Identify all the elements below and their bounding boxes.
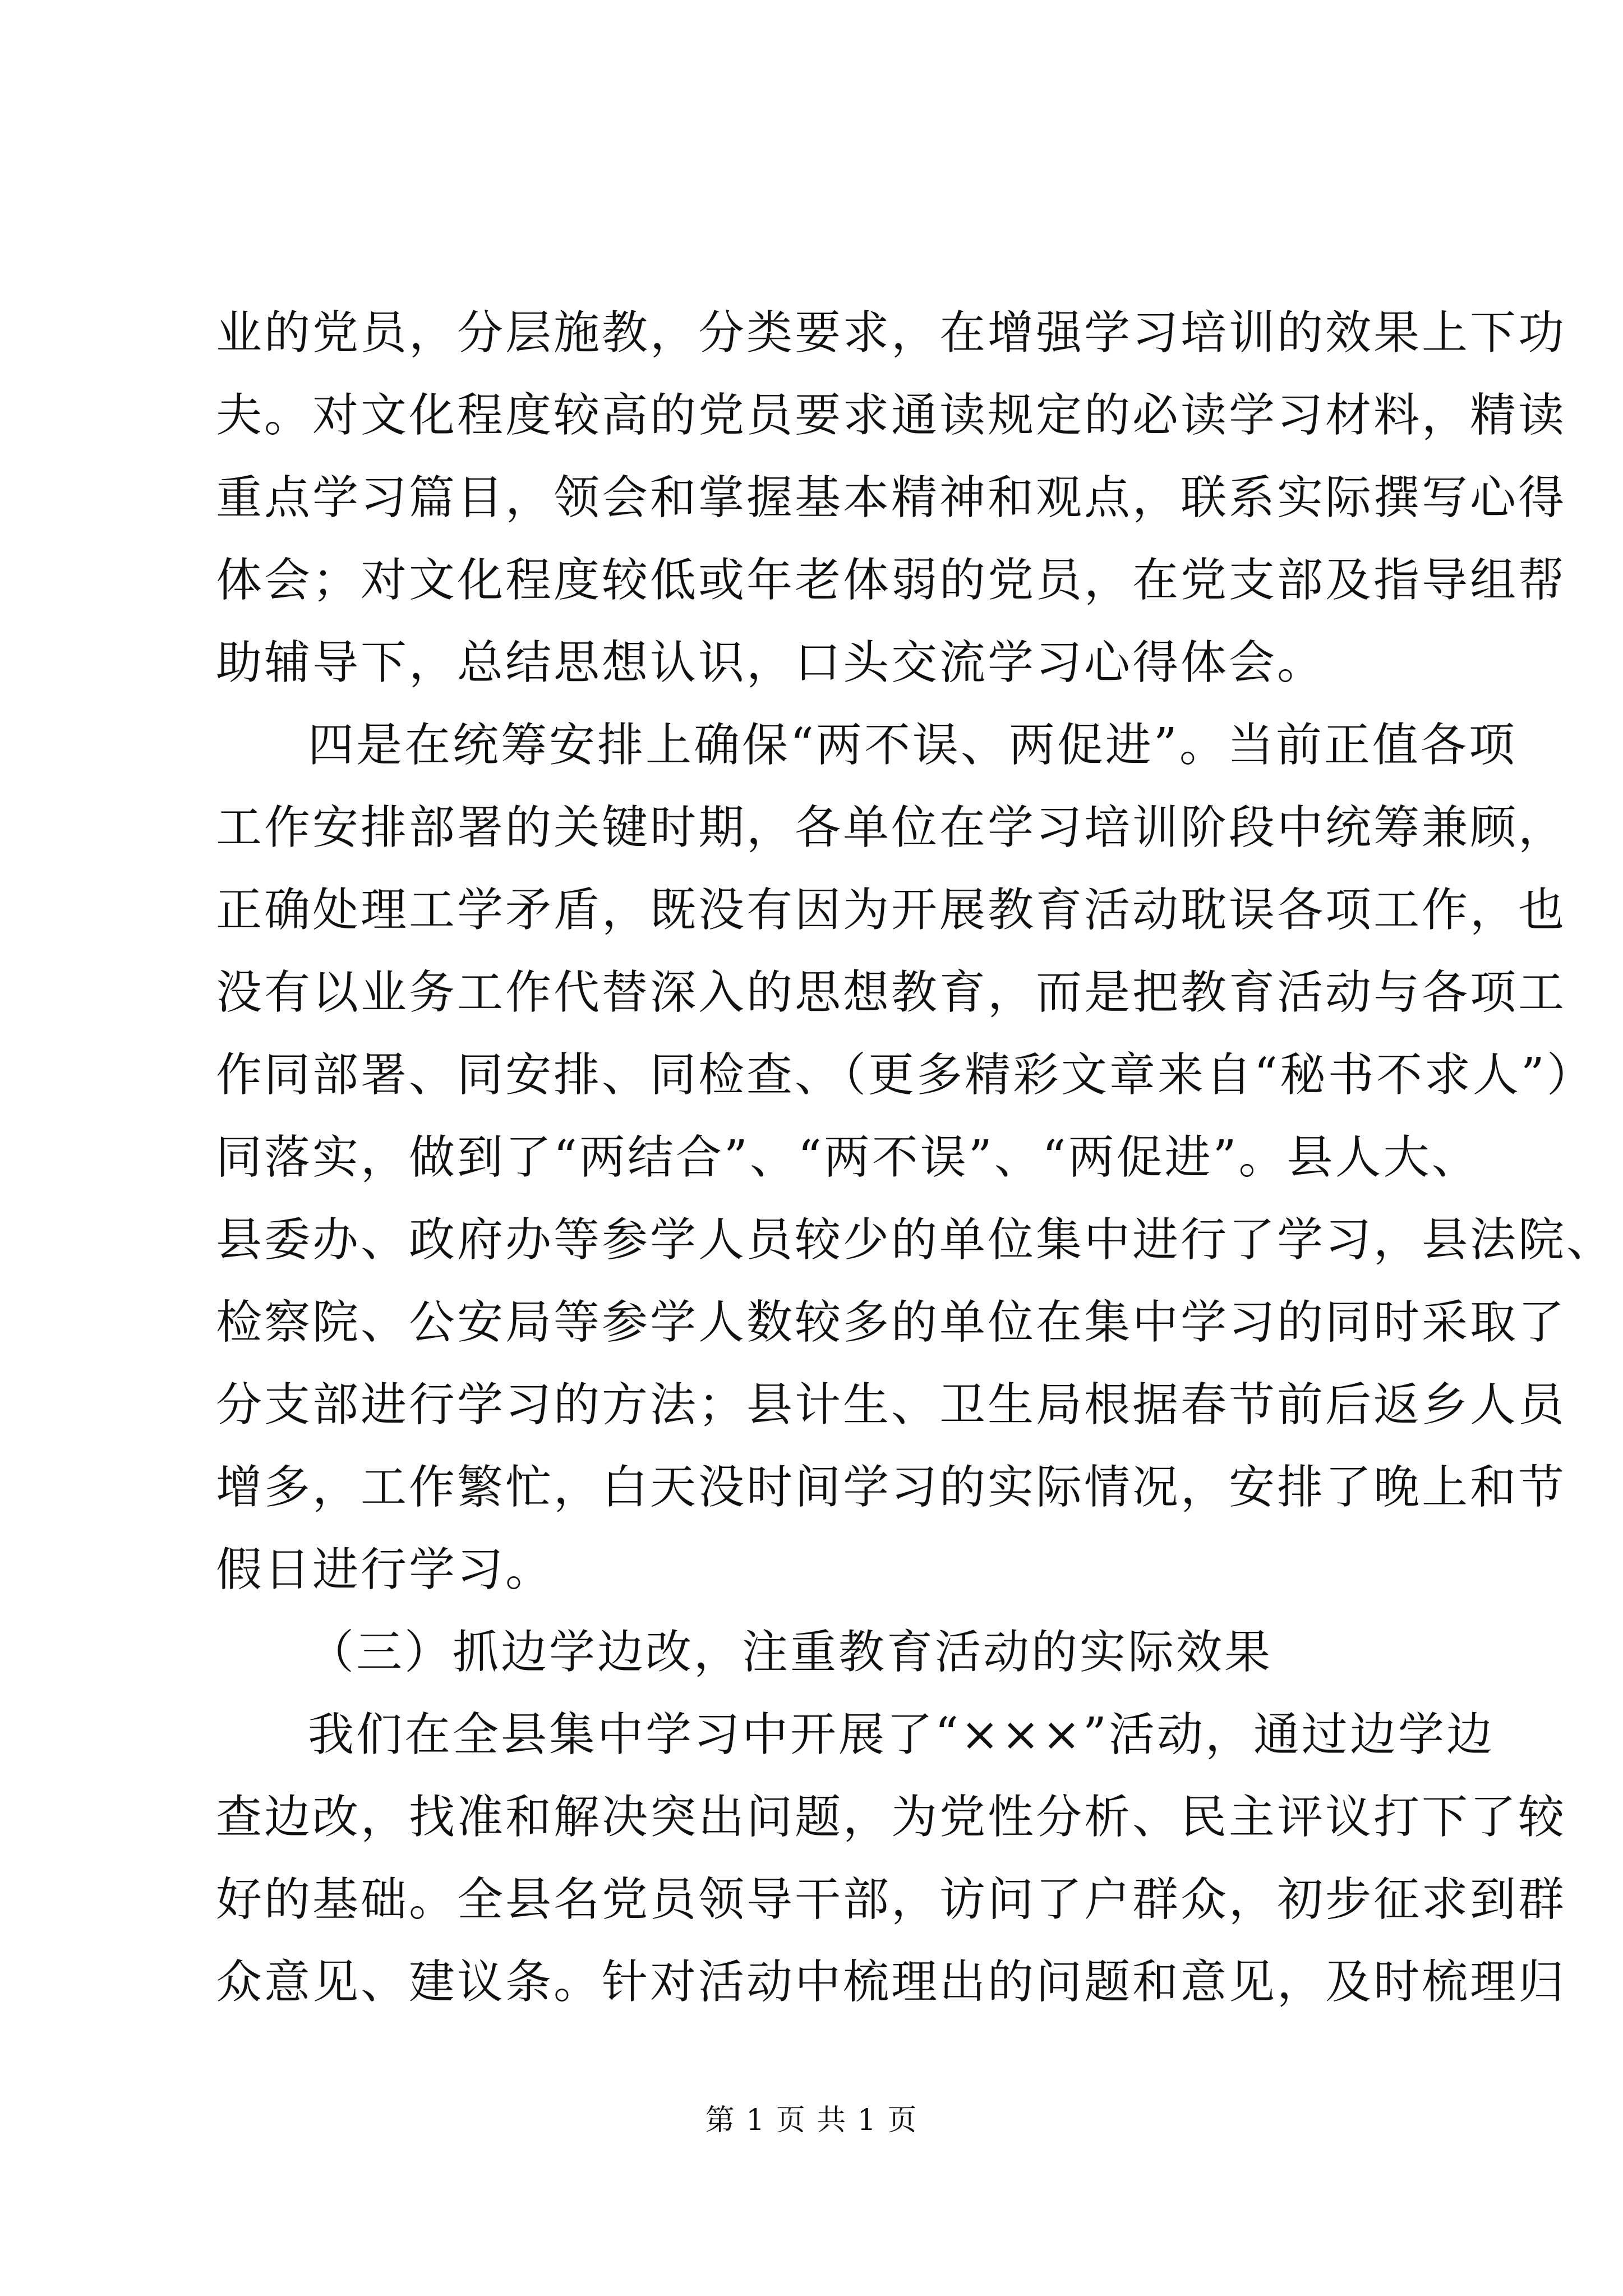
text-line: 正确处理工学矛盾，既没有因为开展教育活动耽误各项工作，也 bbox=[216, 884, 1567, 937]
page-number-footer: 第 1 页 共 1 页 bbox=[705, 2104, 918, 2137]
paragraph-start-line: 四是在统筹安排上确保“两不误、两促进”。当前正值各项 bbox=[308, 719, 1517, 772]
document-body bbox=[216, 292, 1615, 2023]
text-line: 重点学习篇目，领会和掌握基本精神和观点，联系实际撰写心得 bbox=[216, 471, 1567, 524]
text-line: 查边改，找准和解决突出问题，为党性分析、民主评议打下了较 bbox=[216, 1791, 1567, 1844]
paragraph-start-line: 我们在全县集中学习中开展了“×××”活动，通过边学边 bbox=[308, 1708, 1495, 1761]
text-line: 增多，工作繁忙，白天没时间学习的实际情况，安排了晚上和节 bbox=[216, 1461, 1567, 1514]
text-line: 好的基础。全县名党员领导干部，访问了户群众，初步征求到群 bbox=[216, 1873, 1567, 1926]
text-line: 检察院、公安局等参学人数较多的单位在集中学习的同时采取了 bbox=[216, 1296, 1567, 1349]
text-line: 体会；对文化程度较低或年老体弱的党员，在党支部及指导组帮 bbox=[216, 554, 1567, 607]
text-line: 假日进行学习。 bbox=[216, 1543, 554, 1596]
section-heading: （三）抓边学边改，注重教育活动的实际效果 bbox=[308, 1626, 1273, 1679]
text-line: 助辅导下，总结思想认识，口头交流学习心得体会。 bbox=[216, 636, 1326, 689]
text-line: 没有以业务工作代替深入的思想教育，而是把教育活动与各项工 bbox=[216, 966, 1567, 1019]
text-line: 工作安排部署的关键时期，各单位在学习培训阶段中统筹兼顾， bbox=[216, 801, 1567, 854]
text-line: 夫。对文化程度较高的党员要求通读规定的必读学习材料，精读 bbox=[216, 389, 1567, 442]
text-line: 作同部署、同安排、同检查、（更多精彩文章来自“秘书不求人”） bbox=[216, 1048, 1595, 1102]
text-line: 同落实，做到了“两结合”、“两不误”、“两促进”。县人大、 bbox=[216, 1131, 1480, 1184]
text-line: 县委办、政府办等参学人员较少的单位集中进行了学习，县法院、 bbox=[216, 1213, 1615, 1267]
text-line: 分支部进行学习的方法；县计生、卫生局根据春节前后返乡人员 bbox=[216, 1378, 1567, 1432]
text-line: 众意见、建议条。针对活动中梳理出的问题和意见，及时梳理归 bbox=[216, 1955, 1567, 2009]
text-line: 业的党员，分层施教，分类要求，在增强学习培训的效果上下功 bbox=[216, 306, 1567, 360]
